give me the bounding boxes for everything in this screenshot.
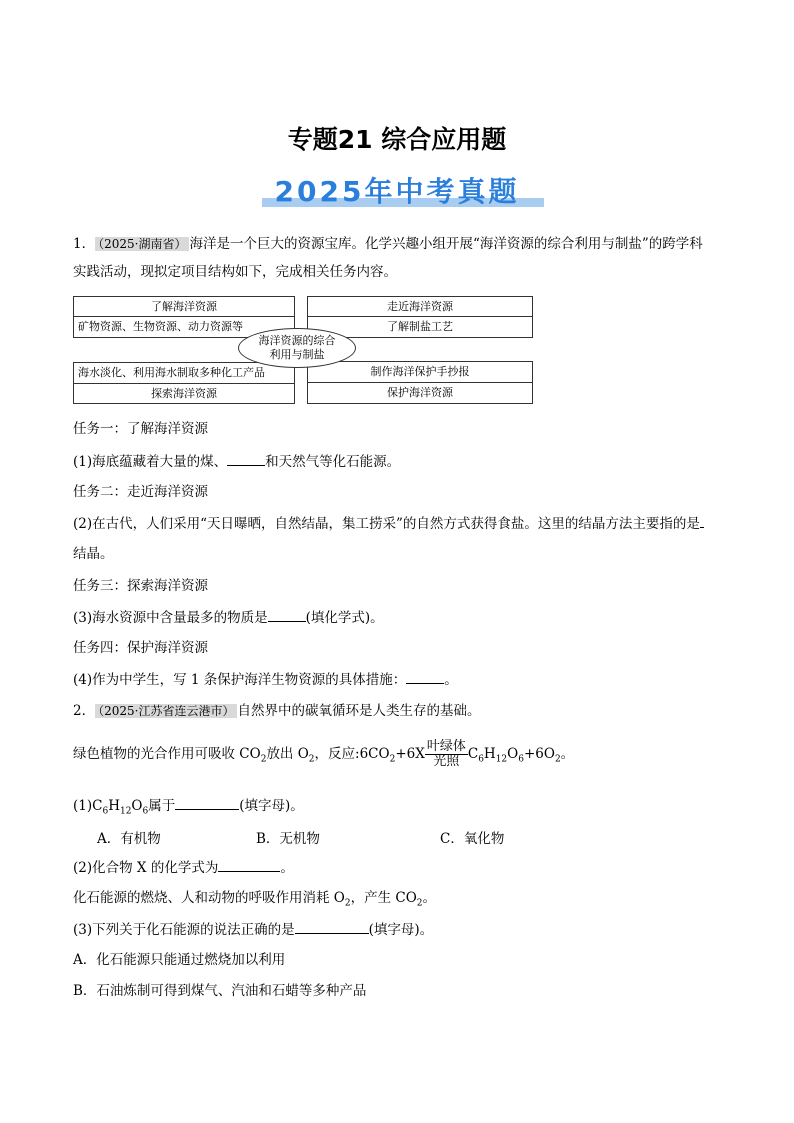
eq-mid: 放出 O	[266, 746, 309, 762]
page-title: 专题21 综合应用题	[287, 125, 507, 154]
q2-sub3-b: (填字母)。	[368, 922, 434, 938]
banner-text: 2025年中考真题	[274, 175, 520, 208]
eq-end: +6O	[523, 746, 555, 762]
center-label-line2: 利用与制盐	[269, 348, 325, 361]
option-c[interactable]: C．氧化物	[440, 831, 505, 847]
q2-sub2-a: (2)化合物 X 的化学式为	[73, 860, 219, 876]
eq-pre: 绿色植物的光合作用可吸收 CO	[73, 746, 261, 762]
diagram-center-ellipse	[238, 328, 356, 368]
q1-sub2	[73, 514, 704, 533]
q1-line2: 实践活动，现拟定项目结构如下，完成相关任务内容。	[73, 264, 397, 280]
box-tr-top: 走近海洋资源	[307, 296, 533, 317]
q1-task2: 任务二：走近海洋资源	[73, 484, 208, 500]
q2-line1	[73, 702, 480, 720]
condition-bottom: 光照	[433, 754, 460, 769]
answer-blank[interactable]	[227, 452, 265, 466]
q1-sub1	[73, 452, 400, 471]
q1-sub1-a: (1)海底蕴藏着大量的煤、	[73, 454, 228, 470]
q2-sub2-b: 。	[280, 860, 294, 876]
box-tr-bottom: 了解制盐工艺	[307, 316, 533, 338]
q2-line3-a: 化石能源的燃烧、人和动物的呼吸作用消耗 O	[73, 890, 345, 906]
q2-text1: 自然界中的碳氧循环是人类生存的基础。	[237, 703, 481, 719]
q1-sub2-cont: 结晶。	[73, 546, 114, 562]
q1-task4: 任务四：保护海洋资源	[73, 640, 208, 656]
q2-sub1-c: (填字母)。	[239, 798, 304, 814]
box-bl-top: 海水淡化、利用海水制取多种化工产品	[73, 362, 295, 384]
q2-line3-c: 。	[422, 890, 437, 906]
q1-sub4-b: 。	[444, 672, 458, 688]
q2-line3: 化石能源的燃烧、人和动物的呼吸作用消耗 $O_2$，产生 $CO_2$。	[73, 890, 437, 909]
q1-text1: 海洋是一个巨大的资源宝库。化学兴趣小组开展“海洋资源的综合利用与制盐”的跨学科	[189, 236, 703, 252]
option-a[interactable]: A．有机物	[97, 831, 161, 847]
q2-choice-b[interactable]: B．石油炼制可得到煤气、汽油和石蜡等多种产品	[73, 983, 367, 999]
answer-blank[interactable]	[268, 608, 306, 622]
box-tl-top: 了解海洋资源	[73, 296, 295, 317]
reaction-condition	[425, 740, 468, 769]
q1-sub3-a: (3)海水资源中含量最多的物质是	[73, 610, 268, 626]
q1-sub2-a: (2)在古代，人们采用“天日曝晒，自然结晶，集工捞采”的自然方式获得食盐。这里的结晶方法主要指的是	[73, 516, 700, 532]
box-br-bottom: 保护海洋资源	[307, 382, 533, 404]
answer-blank[interactable]	[700, 514, 704, 528]
q1-sub3-b: (填化学式)。	[305, 610, 384, 626]
eq-react: ，反应:6CO	[314, 746, 390, 762]
eq-product: C	[467, 746, 479, 762]
q1-sub1-b: 和天然气等化石能源。	[265, 454, 401, 470]
q1-task1: 任务一：了解海洋资源	[73, 421, 208, 437]
section-banner	[0, 170, 794, 210]
q2-equation-line: 绿色植物的光合作用可吸收 $CO_2$放出 $O_2$，反应$:6CO_2+6X$ $\frac{\text{叶绿体}}{\text{光照}}$ $C_6H_{12}O_6+6O_2$。	[73, 739, 575, 769]
condition-top: 叶绿体	[426, 739, 466, 754]
option-b[interactable]: B．无机物	[256, 831, 320, 847]
answer-blank[interactable]	[175, 796, 239, 810]
eq-plus: +6X	[395, 746, 425, 762]
q1-sub4-a: (4)作为中学生，写 1 条保护海洋生物资源的具体措施：	[73, 672, 407, 688]
center-label-line1: 海洋资源的综合	[258, 334, 336, 347]
q2-sub3-a: (3)下列关于化石能源的说法正确的是	[73, 922, 295, 938]
answer-blank[interactable]	[218, 858, 280, 872]
q1-sub4	[73, 670, 458, 689]
q2-source-tag: （2025·江苏省连云港市）	[95, 704, 237, 718]
q1-line1	[73, 235, 703, 253]
q2-sub1-a: (1)C	[73, 798, 103, 814]
q1-number: 1．	[73, 236, 96, 252]
q2-number: 2．	[73, 703, 96, 719]
q2-sub2	[73, 858, 294, 877]
q1-sub3	[73, 608, 384, 627]
q1-source-tag: （2025·湖南省）	[95, 237, 189, 251]
q2-sub1-b: 属于	[148, 798, 176, 814]
q1-task3: 任务三：探索海洋资源	[73, 578, 208, 594]
answer-blank[interactable]	[406, 670, 444, 684]
answer-blank[interactable]	[295, 920, 369, 934]
q2-line3-b: ，产生 CO	[350, 890, 417, 906]
q2-sub3	[73, 920, 433, 939]
box-bl-bottom: 探索海洋资源	[73, 383, 295, 404]
box-br-top: 制作海洋保护手抄报	[307, 361, 533, 383]
q2-choice-a[interactable]: A．化石能源只能通过燃烧加以利用	[73, 952, 286, 968]
q2-sub1: $(1)C_6H_{12}O_6$属于 (填字母)。	[73, 798, 304, 817]
box-tl-bottom: 矿物资源、生物资源、动力资源等	[73, 316, 295, 338]
